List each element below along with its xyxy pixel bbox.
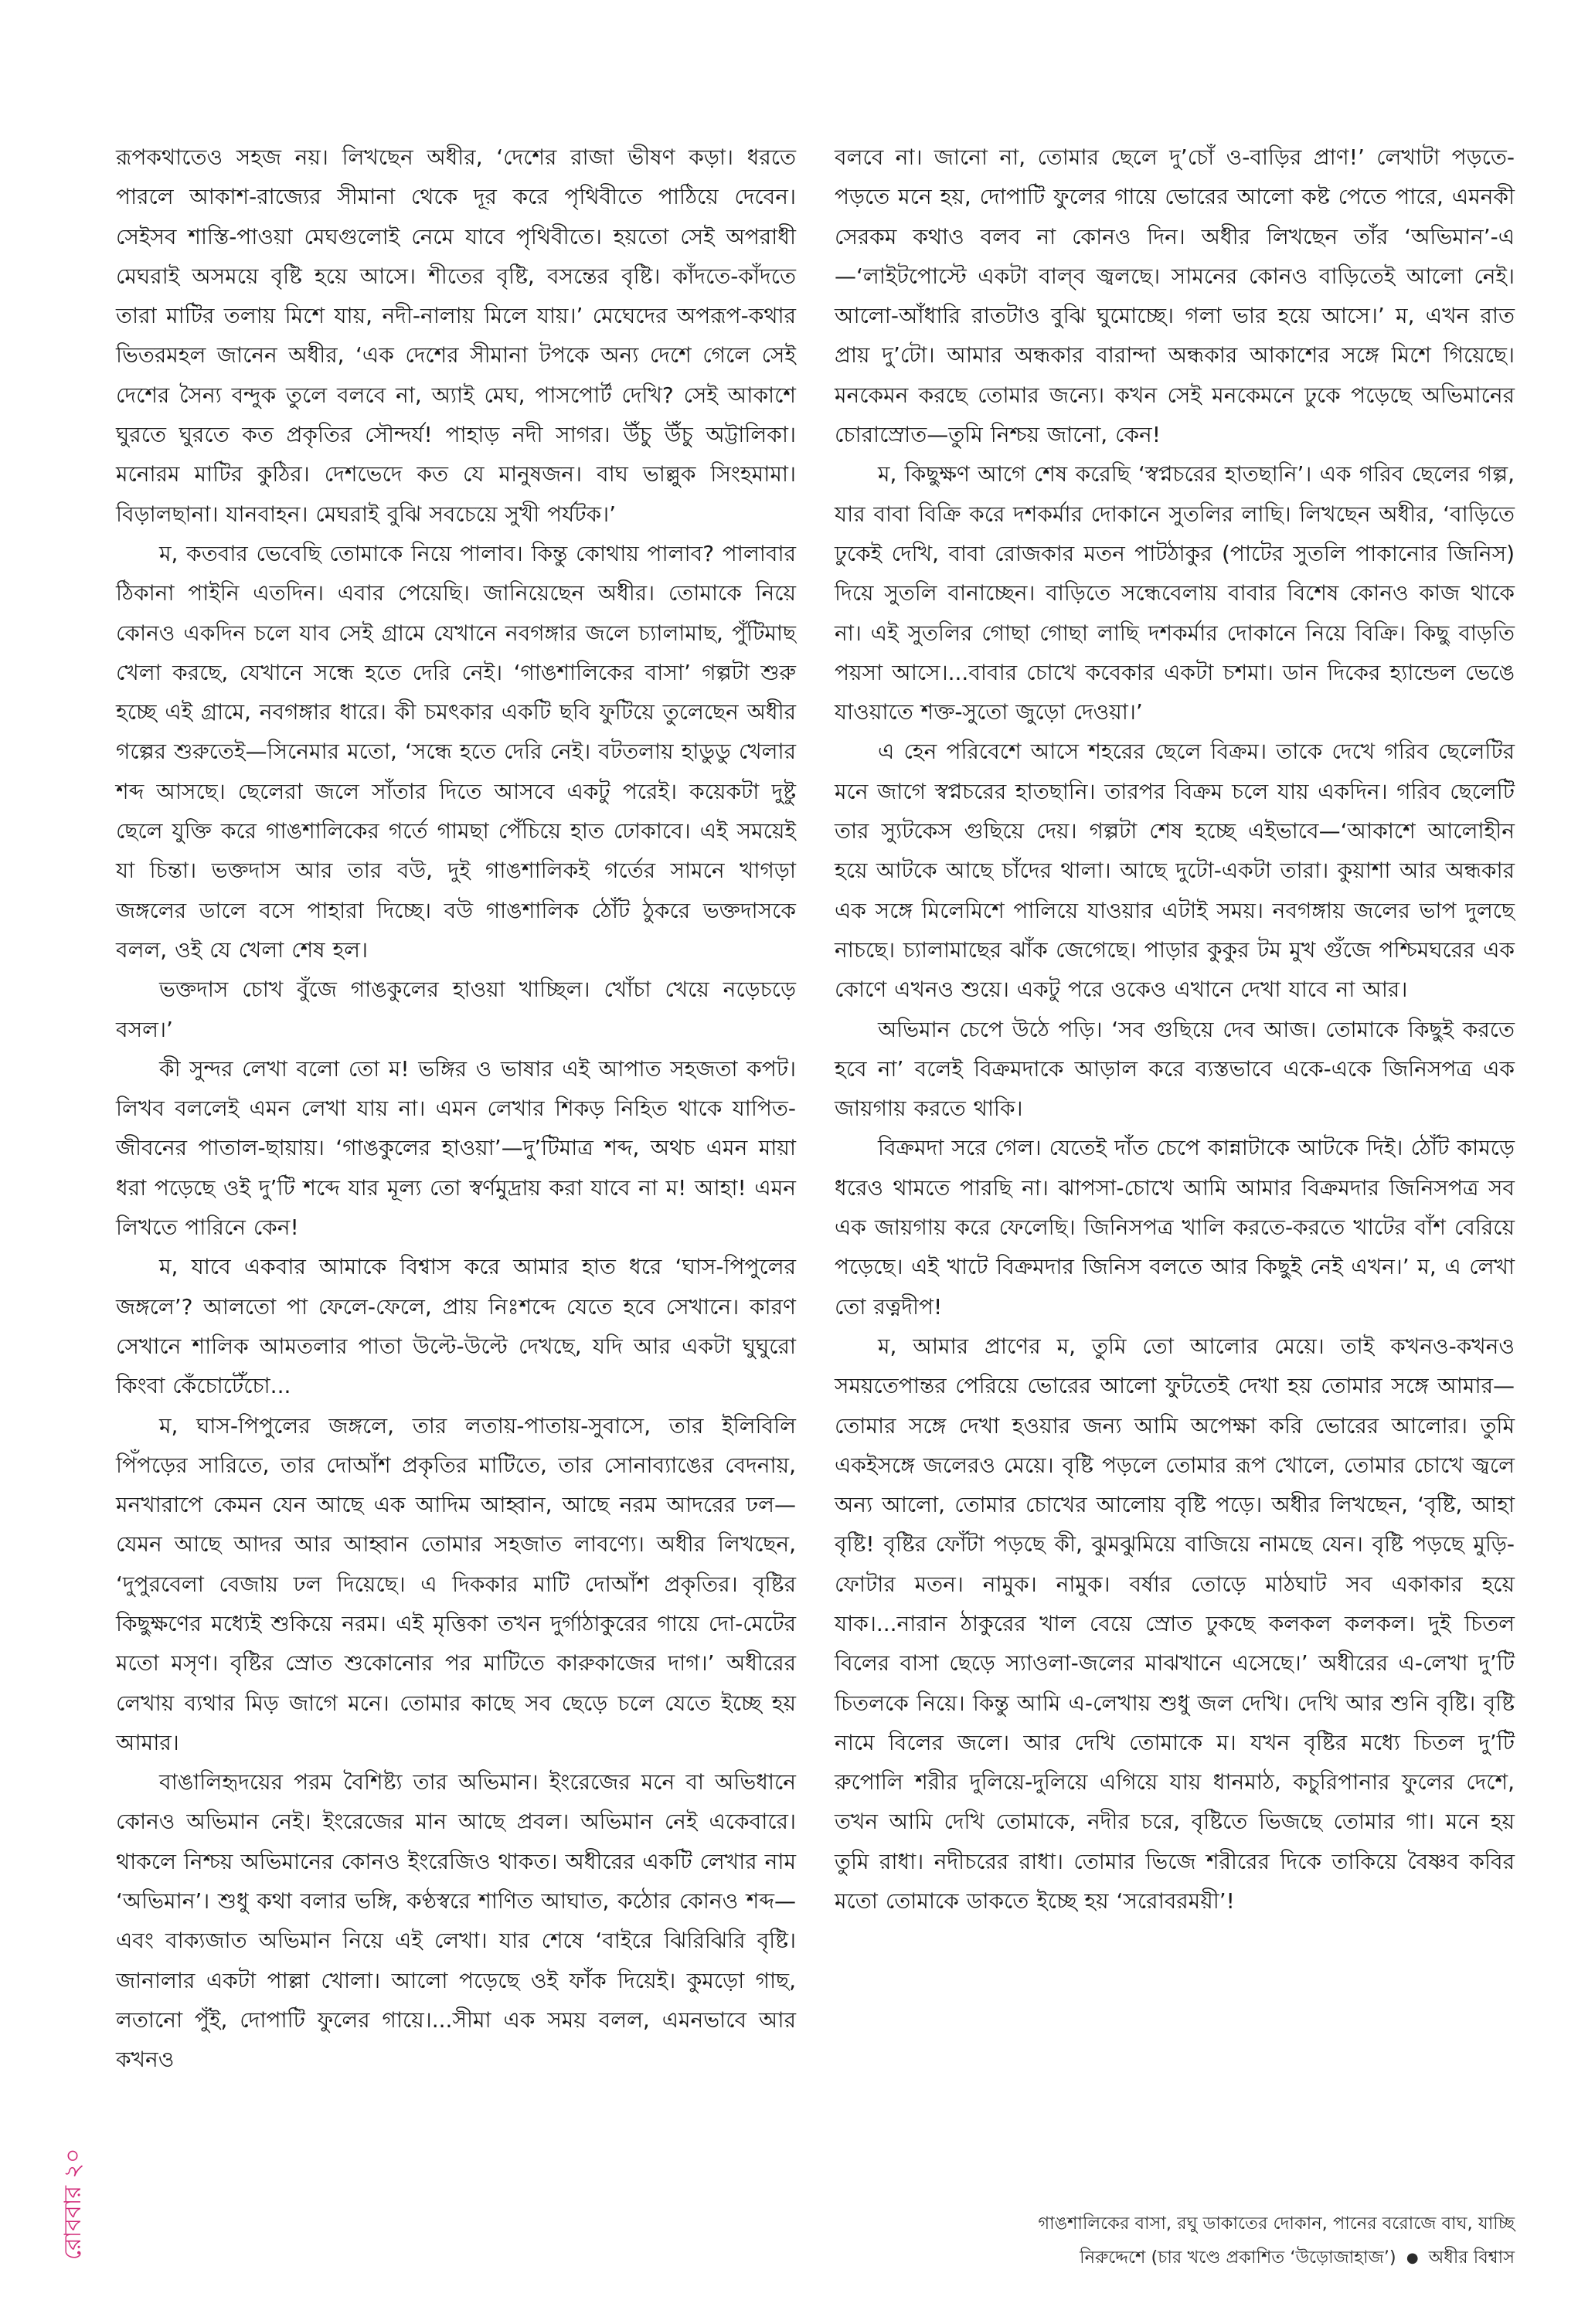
paragraph: বলবে না। জানো না, তোমার ছেলে দু’চোঁ ও-বাড়ির প্রাণ!’ লেখাটা পড়তে-পড়তে মনে হয়, দোপাটি ফুলের গায়ে ভোরের আলো কষ্ট পেতে পারে, এমনকী সেরকম কথাও বলব না কোনও দিন। অধীর লিখছেন তাঁর ‘অভিমান’-এ—‘লাইটপোস্টে একটা বাল্‌ব জ্বলছে। সামনের কোনও বাড়িতেই আলো নেই। আলো-আঁধারি রাতটাও বুঝি ঘুমোচ্ছে। গলা ভার হয়ে আসে।’ ম, এখন রাত প্রায় দু’টো। আমার অন্ধকার বারান্দা অন্ধকার আকাশের সঙ্গে মিশে গিয়েছে। মনকেমন করছে তোমার জন্যে। কখন সেই মনকেমনে ঢুকে পড়েছে অভিমানের চোরাস্রোত—তুমি নিশ্চয় জানো, কেন! bbox=[835, 144, 1515, 448]
credit-publication: নিরুদ্দেশে (চার খণ্ডে প্রকাশিত ‘উড়োজাহাজ’) bbox=[1080, 2248, 1396, 2268]
book-credit bbox=[835, 2207, 1515, 2275]
credit-publication-line bbox=[835, 2241, 1515, 2275]
paragraph: কী সুন্দর লেখা বলো তো ম! ভঙ্গির ও ভাষার এই আপাত সহজতা কপট। লিখব বললেই এমন লেখা যায় না। এমন লেখার শিকড় নিহিত থাকে যাপিত-জীবনের পাতাল-ছায়ায়। ‘গাঙকুলের হাওয়া’—দু’টিমাত্র শব্দ, অথচ এমন মায়া ধরা পড়েছে ওই দু’টি শব্দে যার মূল্য তো স্বর্ণমুদ্রায় করা যাবে না ম! আহা! এমন লিখতে পারিনে কেন! bbox=[116, 1055, 796, 1241]
paragraph: অভিমান চেপে উঠে পড়ি। ‘সব গুছিয়ে দেব আজ। তোমাকে কিছুই করতে হবে না’ বলেই বিক্রমদাকে আড়াল করে ব্যস্তভাবে একে-একে জিনিসপত্র এক জায়গায় করতে থাকি। bbox=[835, 1016, 1515, 1122]
paragraph: ম, কতবার ভেবেছি তোমাকে নিয়ে পালাব। কিন্তু কোথায় পালাব? পালাবার ঠিকানা পাইনি এতদিন। এবার পেয়েছি। জানিয়েছেন অধীর। তোমাকে নিয়ে কোনও একদিন চলে যাব সেই গ্রামে যেখানে নবগঙ্গার জলে চ্যালামাছ, পুঁটিমাছ খেলা করছে, যেখানে সন্ধে হতে দেরি নেই। ‘গাঙশালিকের বাসা’ গল্পটা শুরু হচ্ছে এই গ্রামে, নবগঙ্গার ধারে। কী চমৎকার একটি ছবি ফুটিয়ে তুলেছেন অধীর গল্পের শুরুতেই—সিনেমার মতো, ‘সন্ধে হতে দেরি নেই। বটতলায় হাডুডু খেলার শব্দ আসছে। ছেলেরা জলে সাঁতার দিতে আসবে একটু পরেই। কয়েকটা দুষ্টু ছেলে যুক্তি করে গাঙশালিকের গর্তে গামছা পেঁচিয়ে হাত ঢোকাবে। এই সময়েই যা চিন্তা। ভক্তদাস আর তার বউ, দুই গাঙশালিকই গর্তের সামনে খাগড়া জঙ্গলের ডালে বসে পাহারা দিচ্ছে। বউ গাঙশালিক ঠোঁট ঠুকরে ভক্তদাসকে বলল, ওই যে খেলা শেষ হল। bbox=[116, 540, 796, 963]
bullet-icon: ● bbox=[1406, 2250, 1419, 2266]
folio-text: রোববার ২০ bbox=[60, 2148, 87, 2260]
paragraph: রূপকথাতেও সহজ নয়। লিখছেন অধীর, ‘দেশের রাজা ভীষণ কড়া। ধরতে পারলে আকাশ-রাজ্যের সীমানা থেকে দূর করে পৃথিবীতে পাঠিয়ে দেবেন। সেইসব শাস্তি-পাওয়া মেঘগুলোই নেমে যাবে পৃথিবীতে। হয়তো সেই অপরাধী মেঘরাই অসময়ে বৃষ্টি হয়ে আসে। শীতের বৃষ্টি, বসন্তের বৃষ্টি। কাঁদতে-কাঁদতে তারা মাটির তলায় মিশে যায়, নদী-নালায় মিলে যায়।’ মেঘেদের অপরূপ-কথার ভিতরমহল জানেন অধীর, ‘এক দেশের সীমানা টপকে অন্য দেশে গেলে সেই দেশের সৈন্য বন্দুক তুলে বলবে না, অ্যাই মেঘ, পাসপোর্ট দেখি? সেই আকাশে ঘুরতে ঘুরতে কত প্রকৃতির সৌন্দর্য! পাহাড় নদী সাগর। উঁচু উঁচু অট্টালিকা। মনোরম মাটির কুঠির। দেশভেদে কত যে মানুষজন। বাঘ ভাল্লুক সিংহমামা। বিড়ালছানা। যানবাহন। মেঘরাই বুঝি সবচেয়ে সুখী পর্যটক।’ bbox=[116, 144, 796, 527]
paragraph: এ হেন পরিবেশে আসে শহরের ছেলে বিক্রম। তাকে দেখে গরিব ছেলেটির মনে জাগে স্বপ্নচরের হাতছানি। তারপর বিক্রম চলে যায় একদিন। গরিব ছেলেটি তার স্যুটকেস গুছিয়ে দেয়। গল্পটা শেষ হচ্ছে এইভাবে—‘আকাশে আলোহীন হয়ে আটকে আছে চাঁদের থালা। আছে দুটো-একটা তারা। কুয়াশা আর অন্ধকার এক সঙ্গে মিলেমিশে পালিয়ে যাওয়ার এটাই সময়। নবগঙ্গায় জলের ভাপ দুলছে নাচছে। চ্যালামাছের ঝাঁক জেগেছে। পাড়ার কুকুর টম মুখ গুঁজে পশ্চিমঘরের এক কোণে এখনও শুয়ে। একটু পরে ওকেও এখানে দেখা যাবে না আর। bbox=[835, 739, 1515, 1003]
paragraph: বিক্রমদা সরে গেল। যেতেই দাঁত চেপে কান্নাটাকে আটকে দিই। ঠোঁট কামড়ে ধরেও থামতে পারছি না। ঝাপসা-চোখে আমি আমার বিক্রমদার জিনিসপত্র সব এক জায়গায় করে ফেলেছি। জিনিসপত্র খালি করতে-করতে খাটের বাঁশ বেরিয়ে পড়েছে। এই খাটে বিক্রমদার জিনিস বলতে আর কিছুই নেই এখন।’ ম, এ লেখা তো রত্নদীপ! bbox=[835, 1135, 1515, 1320]
paragraph: ম, ঘাস-পিপুলের জঙ্গলে, তার লতায়-পাতায়-সুবাসে, তার ইলিবিলি পিঁপড়ের সারিতে, তার দোআঁশ প্রকৃতির মাটিতে, তার সোনাব্যাঙের বেদনায়, মনখারাপে কেমন যেন আছে এক আদিম আহ্বান, আছে নরম আদরের ঢল—যেমন আছে আদর আর আহ্বান তোমার সহজাত লাবণ্যে। অধীর লিখছেন, ‘দুপুরবেলা বেজায় ঢল দিয়েছে। এ দিককার মাটি দোআঁশ প্রকৃতির। বৃষ্টির কিছুক্ষণের মধ্যেই শুকিয়ে নরম। এই মৃত্তিকা তখন দুর্গাঠাকুরের গায়ে দো-মেটের মতো মসৃণ। বৃষ্টির স্রোত শুকোনোর পর মাটিতে কারুকাজের দাগ।’ অধীরের লেখায় ব্যথার মিড় জাগে মনে। তোমার কাছে সব ছেড়ে চলে যেতে ইচ্ছে হয় আমার। bbox=[116, 1412, 796, 1755]
paragraph: ম, আমার প্রাণের ম, তুমি তো আলোর মেয়ে। তাই কখনও-কখনও সময়তেপান্তর পেরিয়ে ভোরের আলো ফুটতেই দেখা হয় তোমার সঙ্গে আমার—তোমার সঙ্গে দেখা হওয়ার জন্য আমি অপেক্ষা করি ভোরের আলোর। তুমি একইসঙ্গে জলেরও মেয়ে। বৃষ্টি পড়লে তোমার রূপ খোলে, তোমার চোখে জ্বলে অন্য আলো, তোমার চোখের আলোয় বৃষ্টি পড়ে। অধীর লিখছেন, ‘বৃষ্টি, আহা বৃষ্টি! বৃষ্টির ফোঁটা পড়ছে কী, ঝুমঝুমিয়ে বাজিয়ে নামছে যেন। বৃষ্টি পড়ছে মুড়ি-ফোটার মতন। নামুক। নামুক। বর্ষার তোড়ে মাঠঘাট সব একাকার হয়ে যাক।...নারান ঠাকুরের খাল বেয়ে স্রোত ঢুকছে কলকল কলকল। দুই চিতল বিলের বাসা ছেড়ে স্যাওলা-জলের মাঝখানে এসেছে।’ অধীরের এ-লেখা দু’টি চিতলকে নিয়ে। কিন্তু আমি এ-লেখায় শুধু জল দেখি। দেখি আর শুনি বৃষ্টি। বৃষ্টি নামে বিলের জলে। আর দেখি তোমাকে ম। যখন বৃষ্টির মধ্যে চিতল দু’টি রুপোলি শরীর দুলিয়ে-দুলিয়ে এগিয়ে যায় ধানমাঠ, কচুরিপানার ফুলের দেশে, তখন আমি দেখি তোমাকে, নদীর চরে, বৃষ্টিতে ভিজছে তোমার গা। মনে হয় তুমি রাধা। নদীচরের রাধা। তোমার ভিজে শরীরের দিকে তাকিয়ে বৈষ্ণব কবির মতো তোমাকে ডাকতে ইচ্ছে হয় ‘সরোবরময়ী’! bbox=[835, 1333, 1515, 1915]
right-column bbox=[835, 138, 1515, 1921]
paragraph: ভক্তদাস চোখ বুঁজে গাঙকুলের হাওয়া খাচ্ছিল। খোঁচা খেয়ে নড়েচড়ে বসল।’ bbox=[116, 977, 796, 1042]
credit-titles-line: গাঙশালিকের বাসা, রঘু ডাকাতের দোকান, পানের বরোজে বাঘ, যাচ্ছি bbox=[1038, 2214, 1515, 2234]
left-column bbox=[116, 138, 796, 2080]
paragraph: বাঙালিহৃদয়ের পরম বৈশিষ্ট্য তার অভিমান। ইংরেজের মনে বা অভিধানে কোনও অভিমান নেই। ইংরেজের মান আছে প্রবল। অভিমান নেই একেবারে। থাকলে নিশ্চয় অভিমানের কোনও ইংরেজিও থাকত। অধীরের একটি লেখার নাম ‘অভিমান’। শুধু কথা বলার ভঙ্গি, কণ্ঠস্বরে শাণিত আঘাত, কঠোর কোনও শব্দ—এবং বাক্যজাত অভিমান নিয়ে এই লেখা। যার শেষে ‘বাইরে ঝিরিঝিরি বৃষ্টি। জানালার একটা পাল্লা খোলা। আলো পড়েছে ওই ফাঁক দিয়েই। কুমড়ো গাছ, লতানো পুঁই, দোপাটি ফুলের গায়ে।...সীমা এক সময় বলল, এমনভাবে আর কখনও bbox=[116, 1769, 796, 2073]
credit-author: অধীর বিশ্বাস bbox=[1428, 2248, 1515, 2268]
page-folio bbox=[58, 2148, 89, 2260]
paragraph: ম, কিছুক্ষণ আগে শেষ করেছি ‘স্বপ্নচরের হাতছানি’। এক গরিব ছেলের গল্প, যার বাবা বিক্রি করে দশকর্মার দোকানে সুতলির লাছি। লিখছেন অধীর, ‘বাড়িতে ঢুকেই দেখি, বাবা রোজকার মতন পাটঠাকুর (পাটের সুতলি পাকানোর জিনিস) দিয়ে সুতলি বানাচ্ছেন। বাড়িতে সন্ধেবেলায় বাবার বিশেষ কোনও কাজ থাকে না। এই সুতলির গোছা গোছা লাছি দশকর্মার দোকানে নিয়ে বিক্রি। কিছু বাড়তি পয়সা আসে।...বাবার চোখে কবেকার একটা চশমা। ডান দিকের হ্যান্ডেল ভেঙে যাওয়াতে শক্ত-সুতো জুড়ো দেওয়া।’ bbox=[835, 461, 1515, 725]
paragraph: ম, যাবে একবার আমাকে বিশ্বাস করে আমার হাত ধরে ‘ঘাস-পিপুলের জঙ্গলে’? আলতো পা ফেলে-ফেলে, প্রায় নিঃশব্দে যেতে হবে সেখানে। কারণ সেখানে শালিক আমতলার পাতা উল্টে-উল্টে দেখছে, যদি আর একটা ঘুঘুরো কিংবা কেঁচোটেঁচো... bbox=[116, 1254, 796, 1399]
